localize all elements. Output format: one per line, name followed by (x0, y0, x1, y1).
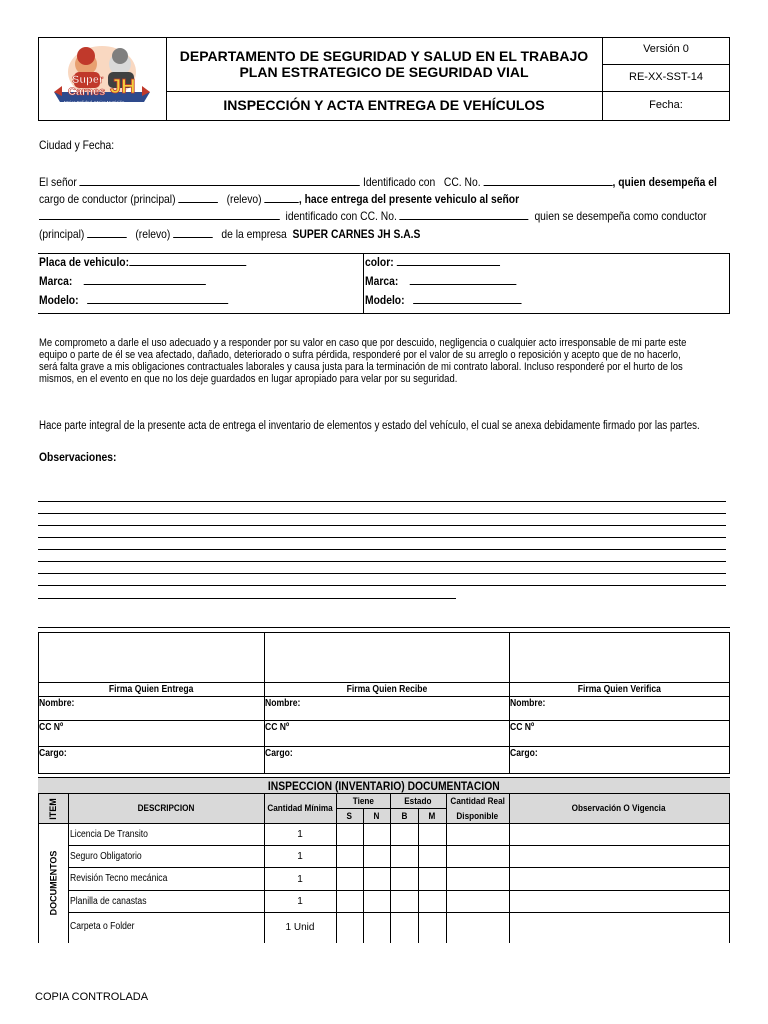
placa-label: Placa de vehiculo: (39, 255, 130, 269)
sig-cc-1: CC Nº (39, 722, 64, 733)
col-n: N (373, 810, 380, 822)
logo-brand: JH (110, 76, 136, 98)
col-estado: Estado (404, 795, 432, 807)
col-m: M (428, 810, 436, 822)
marca2-label: Marca: (365, 274, 399, 288)
sig-cc-3: CC Nº (510, 722, 535, 733)
principal-field[interactable] (178, 193, 218, 203)
row-desc-1: Licencia De Transito (70, 829, 148, 840)
principal2-field[interactable] (87, 228, 127, 238)
obs-line-7[interactable] (38, 573, 726, 574)
row-desc-5: Carpeta o Folder (70, 921, 135, 932)
sig-title-entrega: Firma Quien Entrega (108, 684, 194, 695)
footer-copia-controlada: COPIA CONTROLADA (35, 991, 149, 1003)
col-item: ITEM (48, 797, 58, 820)
company-logo (52, 42, 152, 110)
cargo-label: cargo de conductor (principal) (39, 192, 176, 206)
marca-label: Marca: (39, 274, 73, 288)
receiver-name-field[interactable] (39, 210, 280, 220)
col-s: S (346, 810, 353, 822)
modelo2-field[interactable] (413, 294, 521, 304)
modelo-row (39, 293, 228, 307)
commitment-line-4: mismos, en el evento en que no los deje guardados en lugar apropiado para velar por su seguridad. (39, 373, 458, 385)
relevo-field[interactable] (264, 193, 298, 203)
col-cantidad-real: Cantidad Real (450, 795, 505, 807)
relevo2-label: (relevo) (135, 227, 171, 241)
plan-title: PLAN ESTRATEGICO DE SEGURIDAD VIAL (239, 64, 529, 80)
driver-cc-field[interactable] (483, 176, 612, 186)
company-name: SUPER CARNES JH S.A.S (292, 227, 421, 241)
entrega-label: , hace entrega del presente vehiculo al señor (298, 192, 520, 206)
row-desc-2: Seguro Obligatorio (70, 851, 142, 862)
col-descripcion: DESCRIPCION (137, 803, 195, 814)
obs-line-9[interactable] (38, 598, 456, 599)
commitment-line-1: Me comprometo a darle el uso adecuado y a responder por su valor en caso que por descuido, negligencia o cualquier acto irresponsable de mi parte este (39, 337, 687, 349)
form-title: INSPECCIÓN Y ACTA ENTREGA DE VEHÍCULOS (223, 97, 545, 113)
identificado2-label: identificado con CC. No. (285, 209, 397, 223)
date-label: Fecha: (649, 99, 683, 111)
sig-title-recibe: Firma Quien Recibe (346, 684, 427, 695)
obs-line-5[interactable] (38, 549, 726, 550)
row-min-5: 1 Unid (285, 921, 315, 933)
intro-line-4 (39, 227, 420, 241)
logo-line2: Carnes (68, 86, 106, 98)
driver-name-field[interactable] (80, 176, 360, 186)
placa-field[interactable] (129, 256, 246, 266)
obs-line-4[interactable] (38, 537, 726, 538)
sig-nombre-2: Nombre: (265, 698, 301, 709)
marca2-field[interactable] (410, 275, 517, 285)
marca-field[interactable] (84, 275, 206, 285)
row-min-3: 1 (297, 873, 303, 885)
city-date-label: Ciudad y Fecha: (39, 138, 115, 152)
sig-cargo-1: Cargo: (39, 748, 67, 759)
sig-nombre-1: Nombre: (39, 698, 75, 709)
marca-row (39, 274, 206, 288)
version-label: Versión 0 (643, 43, 689, 55)
relevo2-field[interactable] (173, 228, 213, 238)
identificado-label: Identificado con (362, 175, 436, 189)
sig-cc-2: CC Nº (265, 722, 290, 733)
modelo2-label: Modelo: (365, 293, 405, 307)
receiver-cc-field[interactable] (400, 210, 529, 220)
empresa-label: de la empresa (221, 227, 287, 241)
row-desc-4: Planilla de canastas (70, 896, 147, 907)
col-observacion: Observación O Vigencia (572, 803, 666, 814)
document-code: RE-XX-SST-14 (629, 71, 703, 83)
modelo-label: Modelo: (39, 293, 79, 307)
color-field[interactable] (397, 256, 500, 266)
observations-label: Observaciones: (39, 450, 117, 464)
sig-nombre-3: Nombre: (510, 698, 546, 709)
row-min-2: 1 (297, 851, 303, 862)
desempena-label: , quien desempeña el (612, 175, 717, 189)
color-label: color: (365, 255, 394, 269)
row-desc-3: Revisión Tecno mecánica (70, 873, 168, 884)
senor-label: El señor (39, 175, 77, 189)
obs-line-6[interactable] (38, 561, 726, 562)
col-tiene: Tiene (352, 795, 374, 807)
desempena2-label: quien se desempeña como conductor (534, 209, 707, 223)
logo-tagline: Mejor Calidad, Mejor Nutrición (64, 100, 125, 105)
modelo-field[interactable] (87, 294, 228, 304)
intro-line-1 (39, 175, 717, 189)
marca2-row (365, 274, 516, 288)
row-min-4: 1 (297, 896, 303, 907)
group-documentos: DOCUMENTOS (48, 850, 58, 916)
obs-line-2[interactable] (38, 513, 726, 514)
department-title: DEPARTAMENTO DE SEGURIDAD Y SALUD EN EL TRABAJO (179, 48, 589, 64)
intro-line-3 (39, 209, 707, 223)
logo-line1: Super (72, 74, 104, 86)
inventory-title: INSPECCION (INVENTARIO) DOCUMENTACION (268, 778, 500, 793)
color-row (365, 255, 500, 269)
obs-line-1[interactable] (38, 501, 726, 502)
modelo2-row (365, 293, 522, 307)
commitment-line-3: será falta grave a mis obligaciones contractuales laborales y causa justa para la terminación de mi contrato laboral. Incluso responderé por el hurto de los (39, 361, 683, 373)
row-min-1: 1 (297, 829, 303, 840)
commitment-line-2: equipo o parte de él se vea afectado, dañado, deteriorado o sufra pérdida, responderé por el valor de su arreglo o reposición y acepto que de no hacerlo, (39, 349, 681, 361)
relevo-label: (relevo) (226, 192, 262, 206)
sig-cargo-3: Cargo: (510, 748, 538, 759)
integral-text: Hace parte integral de la presente acta de entrega el inventario de elementos y estado del vehículo, el cual se anexa debidamente firmado por las partes. (39, 420, 700, 432)
cc-label: CC. No. (443, 175, 481, 189)
sig-title-verifica: Firma Quien Verifica (577, 684, 662, 695)
col-disponible: Disponible (456, 810, 499, 822)
principal-label: (principal) (39, 227, 85, 241)
col-cantidad-minima: Cantidad Mínima (267, 803, 333, 814)
col-b: B (401, 810, 407, 822)
sig-cargo-2: Cargo: (265, 748, 293, 759)
placa-row (39, 255, 246, 269)
obs-line-3[interactable] (38, 525, 726, 526)
obs-line-8[interactable] (38, 585, 726, 586)
commitment-paragraph (39, 337, 768, 385)
intro-line-2 (39, 192, 519, 206)
